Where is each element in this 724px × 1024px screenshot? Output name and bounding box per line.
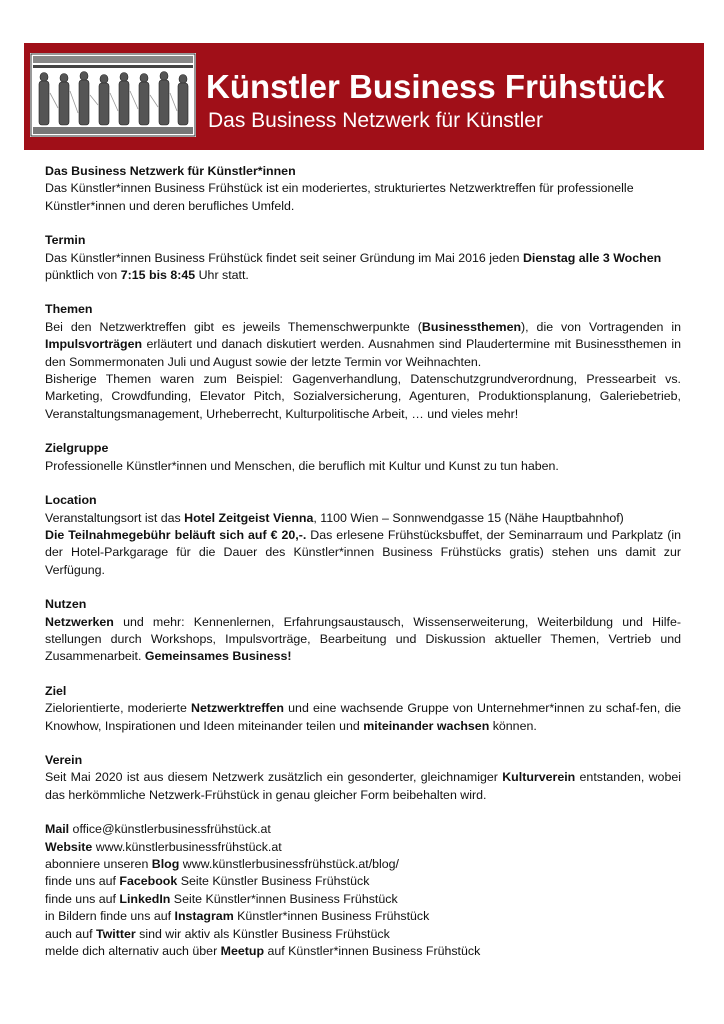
contact-twitter[interactable]: auch auf Twitter sind wir aktiv als Künstler Business Frühstück	[45, 926, 390, 941]
section-text: Das Künstler*innen Business Frühstück ist ein moderiertes, strukturiertes Netzwerktreffen für professionelle Künstler*innen und deren berufliches Umfeld.	[45, 181, 634, 213]
section-heading: Das Business Netzwerk für Künstler*innen	[45, 164, 296, 178]
contact-linkedin[interactable]: finde uns auf LinkedIn Seite Künstler*innen Business Frühstück	[45, 891, 398, 906]
section-heading: Location	[45, 493, 97, 508]
frieze-logo-icon	[30, 53, 196, 137]
section-text: Netzwerken und mehr: Kennenlernen, Erfahrungsaustausch, Wissenserweiterung, Weiterbildung und Hilfe-stellungen durch Workshops, Impulsvorträge, Bearbeitung und Diskussion aktueller Themen, Vertrieb und Zusammenarbeit. Gemeinsames Business!	[45, 614, 681, 664]
header-subtitle: Das Business Netzwerk für Künstler	[208, 109, 543, 132]
section-heading: Termin	[45, 233, 86, 248]
section-text: Veranstaltungsort ist das Hotel Zeitgeist Vienna, 1100 Wien – Sonnwendgasse 15 (Nähe Hauptbahnhof)	[45, 510, 624, 525]
section-text: Bisherige Themen waren zum Beispiel: Gagenverhandlung, Datenschutzgrundverordnung, Pressearbeit vs. Marketing, Crowdfunding, Elevator Pitch, Sozialversicherung, Agenturen, Produktionsplanung, Galeriebetrieb, Veranstaltungsmanagement, Urheberrecht, Kulturpolitische Arbeit, … und vieles mehr!	[45, 372, 681, 421]
header-title: Künstler Business Frühstück	[206, 68, 665, 105]
section-heading: Themen	[45, 302, 93, 317]
contact-mail[interactable]: Mail office@künstlerbusinessfrühstück.at	[45, 822, 271, 837]
contact-website[interactable]: Website www.künstlerbusinessfrühstück.at	[45, 839, 282, 854]
section-heading: Zielgruppe	[45, 441, 109, 456]
contact-facebook[interactable]: finde uns auf Facebook Seite Künstler Business Frühstück	[45, 874, 370, 889]
section-text: Die Teilnahmegebühr beläuft sich auf € 20,-. Das erlesene Frühstücksbuffet, der Seminarraum und Parkplatz (in der Hotel-Parkgarage für die Dauer des Künstler*innen Business Frühstücks gratis) stehen uns damit zur Verfügung.	[45, 527, 681, 577]
section-ziel	[45, 683, 681, 735]
header-banner	[24, 43, 704, 150]
contact-instagram[interactable]: in Bildern finde uns auf Instagram Künstler*innen Business Frühstück	[45, 909, 430, 924]
contact-blog[interactable]: abonniere unseren Blog www.künstlerbusinessfrühstück.at/blog/	[45, 857, 400, 871]
document-body	[45, 163, 681, 960]
section-heading: Ziel	[45, 683, 67, 698]
section-nutzen	[45, 596, 681, 666]
section-themen	[45, 301, 681, 423]
section-verein	[45, 752, 681, 804]
section-text: Das Künstler*innen Business Frühstück findet seit seiner Gründung im Mai 2016 jeden Dienstag alle 3 Wochen pünktlich von 7:15 bis 8:45 Uhr statt.	[45, 250, 662, 283]
section-text: Zielorientierte, moderierte Netzwerktreffen und eine wachsende Gruppe von Unternehmer*innen zu schaf-fen, die Knowhow, Inspirationen und Ideen miteinander teilen und miteinander wachsen können.	[45, 701, 681, 733]
section-intro	[45, 163, 681, 215]
section-text: Seit Mai 2020 ist aus diesem Netzwerk zusätzlich ein gesonderter, gleichnamiger Kulturverein entstanden, wobei das herkömmliche Netzwerk-Frühstück in genau gleicher Form beibehalten wird.	[45, 770, 681, 802]
section-termin	[45, 232, 681, 284]
contact-block	[45, 821, 681, 960]
contact-meetup[interactable]: melde dich alternativ auch über Meetup auf Künstler*innen Business Frühstück	[45, 944, 481, 959]
section-location	[45, 492, 681, 579]
section-text: Bei den Netzwerktreffen gibt es jeweils Themenschwerpunkte (Businessthemen), die von Vortragenden in Impulsvorträgen erläutert und danach diskutiert werden. Ausnahmen sind Plaudertermine mit Businessthemen in den Sommermonaten Juli und August sowie der letzte Termin vor Weihnachten.	[45, 319, 681, 369]
section-zielgruppe	[45, 440, 681, 475]
section-text: Professionelle Künstler*innen und Menschen, die beruflich mit Kultur und Kunst zu tun haben.	[45, 458, 559, 473]
section-heading: Verein	[45, 752, 83, 767]
section-heading: Nutzen	[45, 597, 87, 612]
